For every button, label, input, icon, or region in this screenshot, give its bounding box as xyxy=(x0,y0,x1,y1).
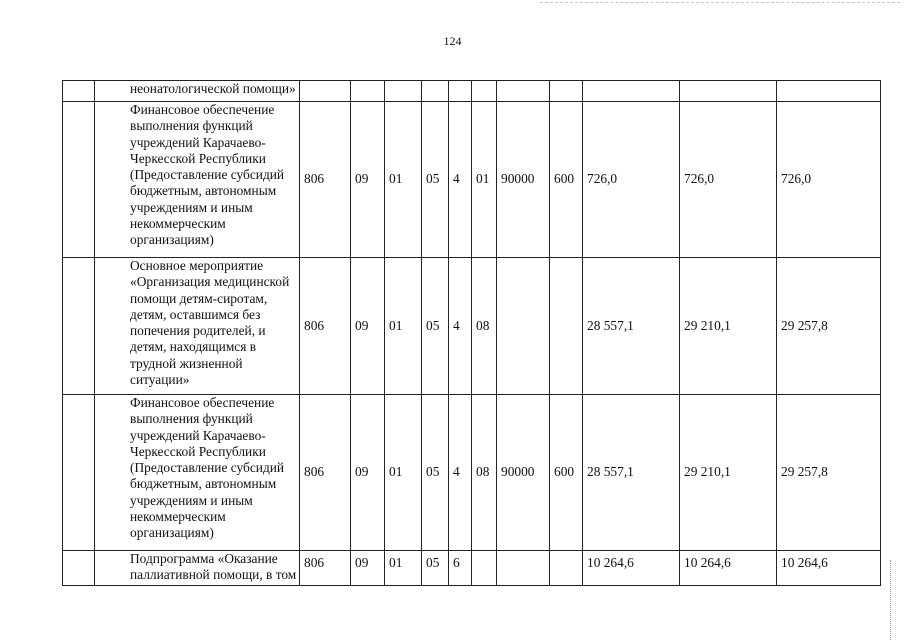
page-number: 124 xyxy=(443,34,462,48)
row-name-cell: Финансовое обеспечение выполнения функций учреждений Карачаево-Черкесской Республики (Предоставление субсидий бюджетным, автономным учреждениям и иным некоммерческим организациям) xyxy=(95,102,300,258)
subsection-cell: 01 xyxy=(385,551,422,586)
blank-cell xyxy=(63,81,95,102)
budget-table xyxy=(62,80,881,586)
year2-amount-cell: 726,0 xyxy=(680,102,777,258)
year2-amount-cell: 29 210,1 xyxy=(680,258,777,395)
row-name-cell: Финансовое обеспечение выполнения функций учреждений Карачаево-Черкесской Республики (Предоставление субсидий бюджетным, автономным учреждениям и иным некоммерческим организациям) xyxy=(95,395,300,551)
subprogram-cell xyxy=(449,81,472,102)
target-cell xyxy=(497,258,550,395)
section-cell: 09 xyxy=(351,102,385,258)
year3-amount-cell xyxy=(777,81,881,102)
blank-cell xyxy=(63,258,95,395)
table-row xyxy=(63,551,881,586)
subprogram-cell: 4 xyxy=(449,395,472,551)
subsection-cell: 01 xyxy=(385,258,422,395)
code-cell: 806 xyxy=(300,258,351,395)
expense-type-cell xyxy=(550,258,583,395)
row-name-cell: Основное мероприятие «Организация медицинской помощи детям-сиротам, детям, оставшимся без попечения родителей, и детям, находящимся в трудной жизненной ситуации» xyxy=(95,258,300,395)
target-cell xyxy=(497,551,550,586)
year2-amount-cell xyxy=(680,81,777,102)
row-name-cell: неонатологической помощи» xyxy=(95,81,300,102)
subsection-cell xyxy=(385,81,422,102)
subprogram-cell: 4 xyxy=(449,258,472,395)
program-cell: 05 xyxy=(422,551,449,586)
table-row xyxy=(63,258,881,395)
scan-artifact-edge xyxy=(890,560,895,640)
section-cell: 09 xyxy=(351,258,385,395)
code-cell: 806 xyxy=(300,102,351,258)
year1-amount-cell: 28 557,1 xyxy=(583,258,680,395)
subprogram-cell: 4 xyxy=(449,102,472,258)
section-cell: 09 xyxy=(351,395,385,551)
event-cell: 08 xyxy=(472,258,497,395)
year1-amount-cell: 28 557,1 xyxy=(583,395,680,551)
code-cell: 806 xyxy=(300,395,351,551)
subprogram-cell: 6 xyxy=(449,551,472,586)
year3-amount-cell: 29 257,8 xyxy=(777,395,881,551)
section-cell xyxy=(351,81,385,102)
expense-type-cell: 600 xyxy=(550,102,583,258)
blank-cell xyxy=(63,102,95,258)
event-cell: 01 xyxy=(472,102,497,258)
section-cell: 09 xyxy=(351,551,385,586)
blank-cell xyxy=(63,551,95,586)
program-cell: 05 xyxy=(422,102,449,258)
table-row xyxy=(63,81,881,102)
target-cell xyxy=(497,81,550,102)
blank-cell xyxy=(63,395,95,551)
year1-amount-cell xyxy=(583,81,680,102)
subsection-cell: 01 xyxy=(385,102,422,258)
year1-amount-cell: 726,0 xyxy=(583,102,680,258)
year2-amount-cell: 10 264,6 xyxy=(680,551,777,586)
target-cell: 90000 xyxy=(497,395,550,551)
year2-amount-cell: 29 210,1 xyxy=(680,395,777,551)
scan-artifact-top xyxy=(540,2,900,4)
year3-amount-cell: 726,0 xyxy=(777,102,881,258)
event-cell xyxy=(472,81,497,102)
program-cell xyxy=(422,81,449,102)
code-cell: 806 xyxy=(300,551,351,586)
year3-amount-cell: 29 257,8 xyxy=(777,258,881,395)
table-row xyxy=(63,102,881,258)
table-row xyxy=(63,395,881,551)
expense-type-cell xyxy=(550,81,583,102)
code-cell xyxy=(300,81,351,102)
program-cell: 05 xyxy=(422,395,449,551)
row-name-cell: Подпрограмма «Оказание паллиативной помощи, в том xyxy=(95,551,300,586)
target-cell: 90000 xyxy=(497,102,550,258)
year1-amount-cell: 10 264,6 xyxy=(583,551,680,586)
year3-amount-cell: 10 264,6 xyxy=(777,551,881,586)
event-cell xyxy=(472,551,497,586)
event-cell: 08 xyxy=(472,395,497,551)
subsection-cell: 01 xyxy=(385,395,422,551)
program-cell: 05 xyxy=(422,258,449,395)
expense-type-cell xyxy=(550,551,583,586)
expense-type-cell: 600 xyxy=(550,395,583,551)
